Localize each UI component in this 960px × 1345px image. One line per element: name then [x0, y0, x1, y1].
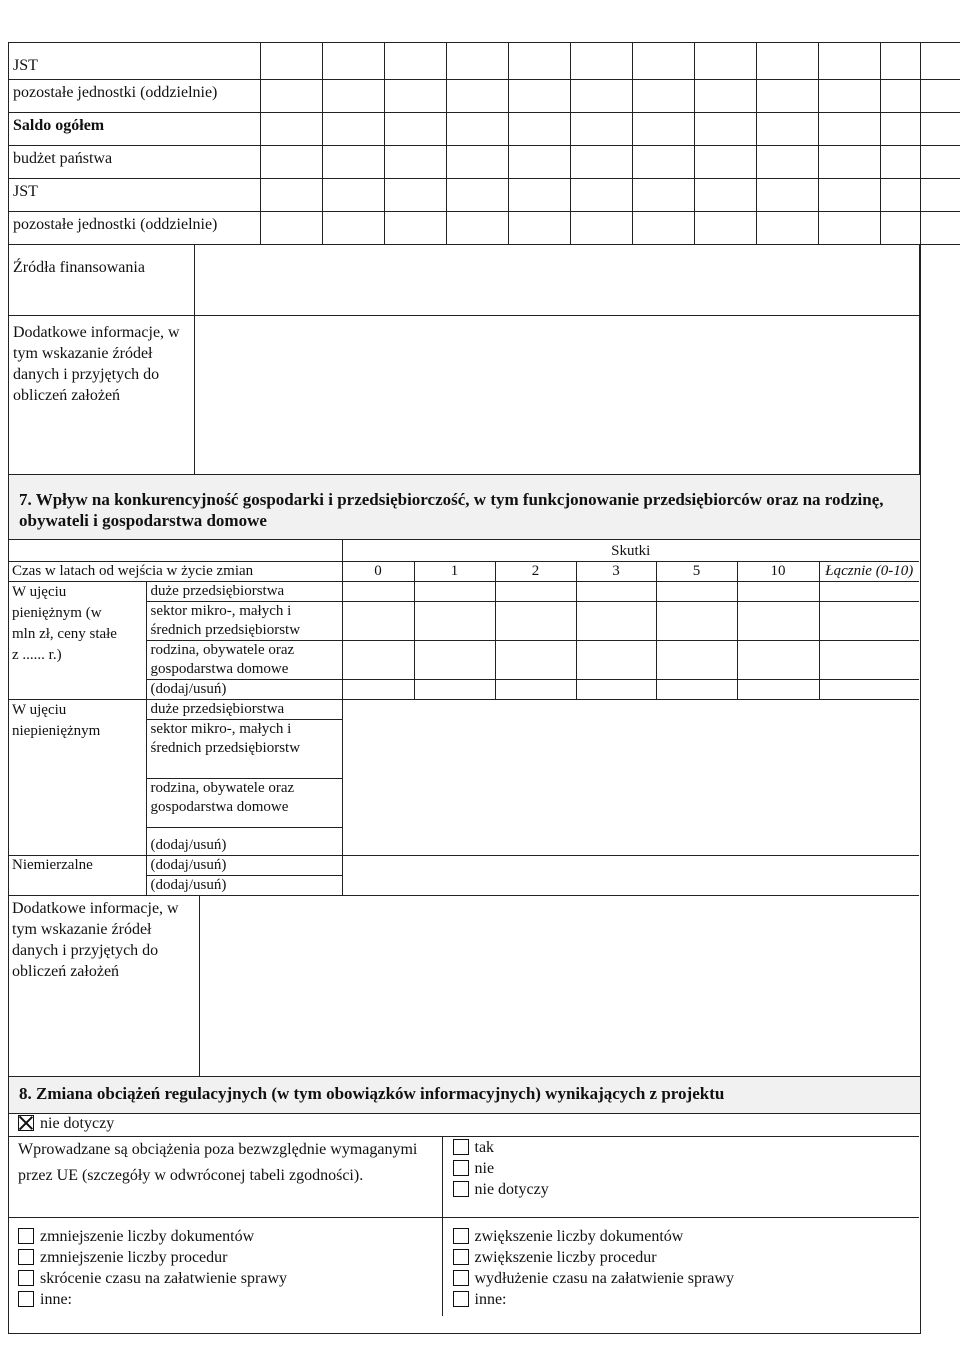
year-header: 1: [414, 562, 495, 582]
table-row: [9, 80, 960, 113]
row-label: JST: [9, 179, 261, 212]
row-label: pozostałe jednostki (oddzielnie): [9, 80, 261, 113]
table-row: [9, 212, 960, 245]
unmeasurable-field[interactable]: [342, 856, 919, 896]
add-remove-link[interactable]: (dodaj/usuń): [146, 680, 342, 700]
info-field[interactable]: [199, 896, 919, 1077]
checkbox-icon[interactable]: [453, 1249, 469, 1265]
time-label: Czas w latach od wejścia w życie zmian: [8, 562, 342, 582]
checkbox-icon[interactable]: [453, 1160, 469, 1176]
checked-checkbox-icon[interactable]: [18, 1115, 34, 1131]
answer-no[interactable]: nie: [453, 1158, 916, 1179]
info-field[interactable]: [195, 316, 920, 475]
financing-info-table: [8, 244, 920, 474]
add-remove-link[interactable]: (dodaj/usuń): [146, 876, 342, 896]
table-row: [9, 179, 960, 212]
sources-field[interactable]: [195, 245, 920, 316]
year-header: 5: [656, 562, 737, 582]
option-item[interactable]: zwiększenie liczby dokumentów: [453, 1226, 916, 1247]
year-header: 3: [576, 562, 656, 582]
increase-options: [442, 1218, 919, 1317]
checkbox-icon[interactable]: [453, 1139, 469, 1155]
checkbox-icon[interactable]: [453, 1270, 469, 1286]
form-page: [8, 42, 921, 1334]
sources-label: Źródła finansowania: [9, 245, 195, 316]
table-row: [9, 113, 960, 146]
add-remove-link[interactable]: (dodaj/usuń): [146, 828, 342, 856]
answer-options: [442, 1137, 919, 1218]
nonmonetary-label: W ujęciu niepieniężnym: [8, 700, 146, 856]
unmeasurable-label: Niemierzalne: [8, 856, 146, 896]
nonmonetary-field[interactable]: [342, 700, 919, 856]
table-row: [9, 146, 960, 179]
year-header: 10: [737, 562, 819, 582]
question-text: Wprowadzane są obciążenia poza bezwzględnie wymaganymi przez UE (szczegóły w odwróconej tabeli zgodności).: [8, 1137, 442, 1218]
row-label: sektor mikro-, małych i średnich przedsiębiorstw: [146, 602, 342, 641]
option-item[interactable]: inne:: [18, 1289, 438, 1310]
add-remove-link[interactable]: (dodaj/usuń): [146, 856, 342, 876]
option-item[interactable]: zmniejszenie liczby procedur: [18, 1247, 438, 1268]
row-label: duże przedsiębiorstwa: [146, 700, 342, 720]
option-item[interactable]: zwiększenie liczby procedur: [453, 1247, 916, 1268]
option-item[interactable]: wydłużenie czasu na załatwienie sprawy: [453, 1268, 916, 1289]
row-label: duże przedsiębiorstwa: [146, 582, 342, 602]
option-item[interactable]: zmniejszenie liczby dokumentów: [18, 1226, 438, 1247]
impact-table: [8, 540, 919, 896]
info-row: [9, 316, 920, 475]
row-label: sektor mikro-, małych i średnich przedsiębiorstw: [146, 720, 342, 779]
decrease-options: [8, 1218, 442, 1317]
checkbox-icon[interactable]: [453, 1181, 469, 1197]
option-item[interactable]: inne:: [453, 1289, 916, 1310]
skutki-header: Skutki: [342, 540, 919, 562]
table-row: [9, 43, 960, 80]
table-row: [8, 856, 919, 876]
impact-info-table: [8, 895, 919, 1077]
option-item[interactable]: skrócenie czasu na załatwienie sprawy: [18, 1268, 438, 1289]
row-label: JST: [9, 43, 261, 80]
financing-table: [8, 42, 960, 245]
info-label: Dodatkowe informacje, w tym wskazanie źródeł danych i przyjętych do obliczeń założeń: [9, 316, 195, 475]
checkbox-icon[interactable]: [18, 1291, 34, 1307]
checkbox-icon[interactable]: [453, 1291, 469, 1307]
section7-title: 7. Wpływ na konkurencyjność gospodarki i przedsiębiorczość, w tym funkcjonowanie przedsiębiorców oraz na rodzinę, obywateli i gospodarstwa domowe: [9, 474, 920, 540]
total-header: Łącznie (0-10): [819, 562, 919, 582]
row-label: rodzina, obywatele oraz gospodarstwa domowe: [146, 779, 342, 828]
checkbox-icon[interactable]: [18, 1270, 34, 1286]
years-row: [8, 562, 919, 582]
checkbox-icon[interactable]: [18, 1228, 34, 1244]
table-row: [8, 700, 919, 720]
row-label: pozostałe jednostki (oddzielnie): [9, 212, 261, 245]
monetary-label: W ujęciu pieniężnym (w mln zł, ceny stałe z ...... r.): [8, 582, 146, 700]
not-applicable-option[interactable]: nie dotyczy: [8, 1114, 919, 1137]
sources-row: [9, 245, 920, 316]
year-header: 0: [342, 562, 414, 582]
info-label: Dodatkowe informacje, w tym wskazanie źródeł danych i przyjętych do obliczeń założeń: [8, 896, 199, 1077]
answer-na[interactable]: nie dotyczy: [453, 1179, 916, 1200]
row-label: rodzina, obywatele oraz gospodarstwa domowe: [146, 641, 342, 680]
answer-yes[interactable]: tak: [453, 1137, 916, 1158]
checkbox-icon[interactable]: [18, 1249, 34, 1265]
checkbox-icon[interactable]: [453, 1228, 469, 1244]
burden-table: [8, 1113, 919, 1316]
table-row: [8, 582, 919, 602]
row-label: Saldo ogółem: [9, 113, 261, 146]
year-header: 2: [495, 562, 576, 582]
section8-title: 8. Zmiana obciążeń regulacyjnych (w tym obowiązków informacyjnych) wynikających z projektu: [9, 1076, 920, 1114]
row-label: budżet państwa: [9, 146, 261, 179]
